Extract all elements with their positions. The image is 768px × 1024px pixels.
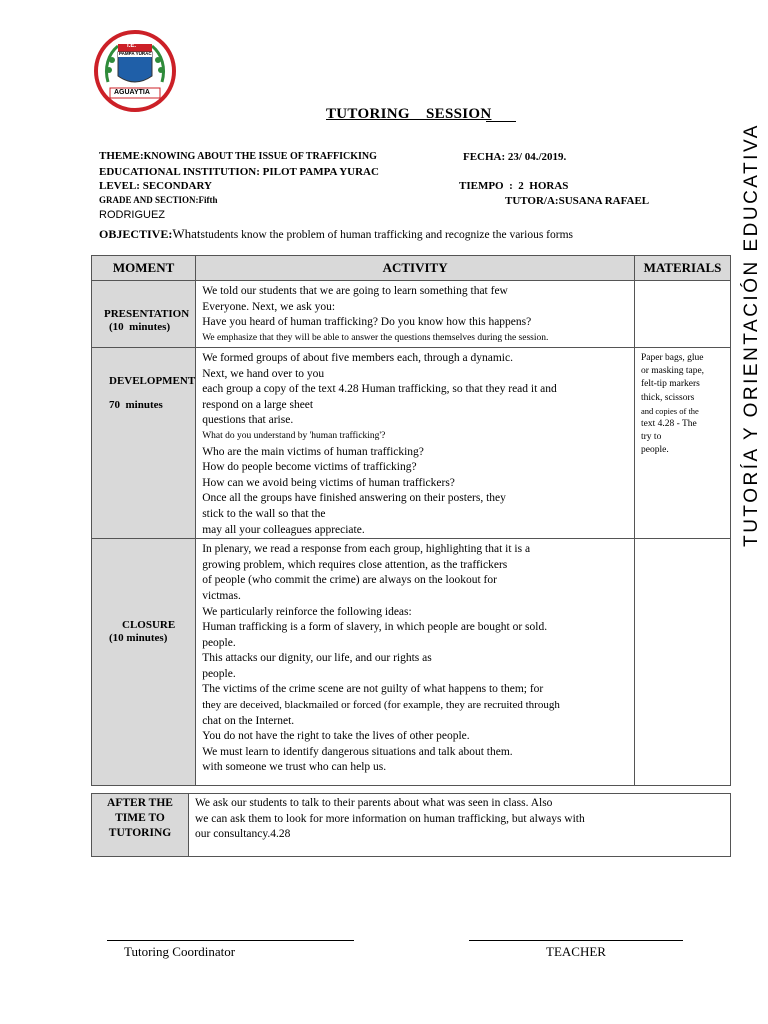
activity-line: each group a copy of the text 4.28 Human trafficking, so that they read it and [202,383,557,396]
moment-label: DEVELOPMENT [109,375,196,387]
level: LEVEL: SECONDARY [99,180,212,192]
grade: GRADE AND SECTION:Fifth [99,195,218,205]
table-header-row [92,256,731,281]
activity-line: We emphasize that they will be able to answer the questions themselves during the session. [202,332,549,343]
institution: EDUCATIONAL INSTITUTION: PILOT PAMPA YURAC [99,166,379,178]
activity-cell-closure [196,539,635,786]
title-underline-extension [486,121,516,122]
logo-name-text: PAMPA YURAC [119,51,152,56]
logo-top-text: I.E. [127,43,137,49]
activity-line: How can we avoid being victims of human traffickers? [202,476,455,489]
activity-line: In plenary, we read a response from each group, highlighting that it is a [202,543,531,556]
activity-cell-development [196,348,635,539]
activity-line: people. [202,636,236,649]
school-logo [94,30,176,112]
activity-line: This attacks our dignity, our life, and our rights as [202,652,432,665]
session-table [91,255,731,786]
table-row-closure [92,539,731,786]
materials-line: and copies of the [641,405,699,416]
activity-line: respond on a large sheet [202,398,314,411]
after-tutoring-row [92,794,731,857]
tutor-surname: RODRIGUEZ [99,209,165,221]
tiempo: TIEMPO : 2 HORAS [459,180,569,192]
activity-line: with someone we trust who can help us. [202,761,387,774]
tutor: TUTOR/A:SUSANA RAFAEL [505,195,650,207]
activity-line: stick to the wall so that the [202,507,326,520]
col-activity-header: ACTIVITY [196,256,635,281]
theme-value: KNOWING ABOUT THE ISSUE OF TRAFFICKING [143,151,377,162]
materials-line: try to [641,432,662,443]
activity-line: questions that arise. [202,414,294,427]
signature-label-left: Tutoring Coordinator [124,944,236,959]
table-row-presentation [92,281,731,348]
moment-duration: 70 minutes [109,399,163,411]
materials-line: Paper bags, glue [641,353,704,363]
fecha: FECHA: 23/ 04./2019. [463,151,567,163]
activity-line: may all your colleagues appreciate. [202,523,365,536]
activity-line: What do you understand by 'human trafficking'? [202,430,386,441]
activity-line: Have you heard of human trafficking? Do you know how this happens? [202,316,532,329]
objective-label: OBJECTIVE: [99,227,173,241]
activity-line: We formed groups of about five members each, through a dynamic. [202,352,513,364]
activity-line: chat on the Internet. [202,714,295,727]
activity-line: You do not have the right to take the lives of other people. [202,730,470,743]
materials-line: thick, scissors [641,392,695,403]
activity-line: Human trafficking is a form of slavery, in which people are bought or sold. [202,621,548,634]
signature-line-left [107,940,354,941]
activity-line: Who are the main victims of human trafficking? [202,445,424,458]
activity-line: We particularly reinforce the following ideas: [202,605,412,618]
activity-line: Once all the groups have finished answering on their posters, they [202,492,506,505]
activity-line: of people (who commit the crime) are always on the lookout for [202,574,497,587]
signature-label-right: TEACHER [546,944,606,959]
after-label-line: AFTER THE [107,797,173,809]
activity-line: people. [202,667,236,680]
col-moment-header: MOMENT [92,256,196,281]
activity-line: victmas. [202,589,241,602]
materials-line: text 4.28 - The [641,419,697,430]
activity-line: We told our students that we are going to learn something that few [202,285,508,297]
activity-line: How do people become victims of trafficking? [202,461,417,474]
objective [99,226,659,242]
materials-cell-development [635,348,731,539]
activity-line: We must learn to identify dangerous situations and talk about them. [202,745,513,758]
signature-line-right [469,940,683,941]
moment-cell-closure [92,539,196,786]
moment-cell-development [92,348,196,539]
table-row-development [92,348,731,539]
page-title: TUTORING SESSION [326,106,492,122]
objective-text: students know the problem of human trafficking and recognize the various forms [200,229,573,241]
activity-line: Everyone. Next, we ask you: [202,300,336,313]
after-text-line: We ask our students to talk to their parents about what was seen in class. Also [195,797,553,809]
activity-line: growing problem, which requires close attention, as the traffickers [202,558,508,571]
activity-cell-presentation [196,281,635,348]
moment-cell-presentation [92,281,196,348]
materials-cell-closure [635,539,731,786]
materials-line: people. [641,445,669,456]
after-text-line: we can ask them to look for more information on human trafficking, but always with [195,812,585,825]
logo-place-text: AGUAYTIA [114,89,150,96]
activity-line: The victims of the crime scene are not guilty of what happens to them; for [202,683,544,696]
theme-label: THEME: [99,150,144,162]
moment-label: CLOSURE [122,619,176,632]
after-tutoring-table [91,793,731,857]
vertical-side-title: TUTORÍA Y ORIENTACIÓN EDUCATIVA [741,123,762,547]
activity-line: they are deceived, blackmailed or forced (for example, they are recruited through [202,699,560,712]
after-label-cell [92,794,189,857]
theme-line [99,150,377,162]
materials-cell-presentation [635,281,731,348]
moment-duration: (10 minutes) [109,321,171,333]
moment-label: PRESENTATION [104,308,190,320]
after-label-line: TUTORING [108,827,172,839]
activity-line: Next, we hand over to you [202,367,325,380]
objective-what: What [172,226,201,241]
after-label-line: TIME TO [115,812,165,824]
materials-line: felt-tip markers [641,379,700,390]
moment-duration: (10 minutes) [109,632,168,645]
after-text-line: our consultancy.4.28 [195,828,291,840]
col-materials-header: MATERIALS [635,256,731,281]
after-text-cell [189,794,731,857]
materials-line: or masking tape, [641,366,705,377]
